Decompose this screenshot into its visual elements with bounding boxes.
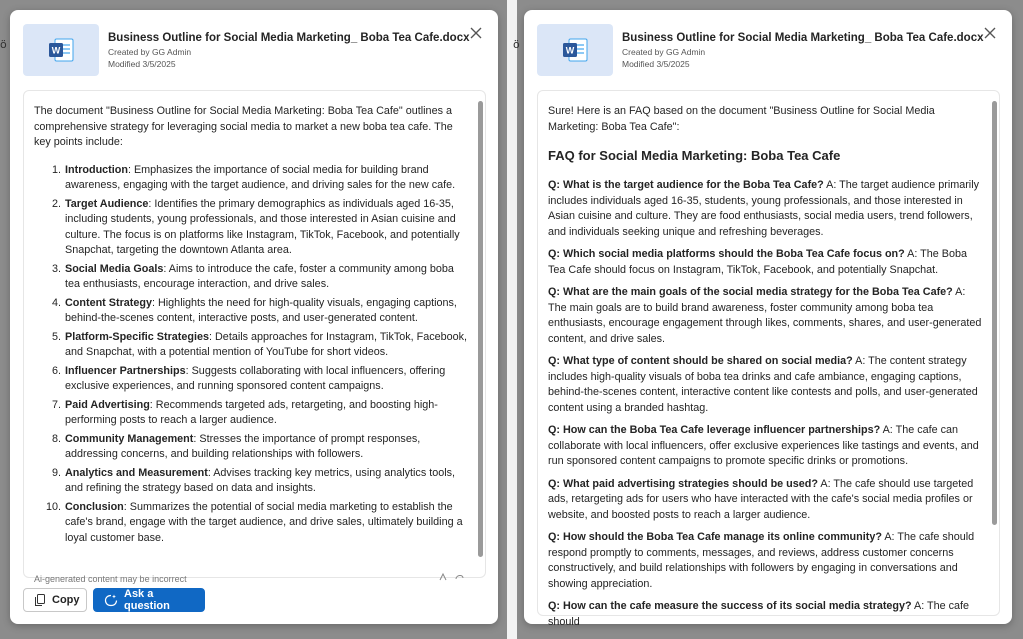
svg-text:W: W: [51, 45, 61, 56]
point-number: 8.: [51, 432, 61, 445]
faq-panel: [524, 10, 1012, 628]
summary-point: [34, 262, 470, 293]
ask-question-icon: [104, 594, 118, 607]
faq-answer: A: The Boba Tea Cafe should focus on Instagram, TikTok, Facebook, and potentially Snapchat.: [548, 248, 967, 276]
svg-text:W: W: [565, 45, 575, 56]
point-term: Social Media Goals: [65, 262, 164, 275]
faq-item: [548, 599, 984, 630]
point-text: : Highlights the need for high-quality visuals, engaging captions, behind-the-scenes content, interactive posts, and user-generated content.: [65, 296, 457, 324]
faq-question: Q: How should the Boba Tea Cafe manage its online community?: [548, 531, 882, 543]
faq-answer: A: The cafe can collaborate with local influencers, offer exclusive experiences like tastings and events, and run sponsored content campaigns to promote specific drinks or promotions.: [548, 424, 979, 467]
point-term: Content Strategy: [65, 296, 152, 309]
point-term: Platform-Specific Strategies: [65, 330, 210, 343]
point-number: 3.: [51, 262, 61, 275]
summary-scrollbar[interactable]: [478, 95, 483, 573]
faq-question: Q: What paid advertising strategies should be used?: [548, 477, 818, 490]
file-thumbnail: [23, 24, 99, 76]
panel-divider: [507, 0, 517, 639]
faq-item: [548, 477, 984, 524]
word-doc-icon: [560, 35, 590, 65]
point-text: : Stresses the importance of prompt responses, addressing concerns, and building relationships with followers.: [65, 432, 421, 460]
faq-question: Q: What are the main goals of the social media strategy for the Boba Tea Cafe?: [548, 286, 953, 298]
word-doc-icon: [46, 35, 76, 65]
faq-content-box[interactable]: [537, 90, 1000, 628]
summary-point: [34, 466, 470, 497]
point-text: : Details approaches for Instagram, TikTok, Facebook, and Snapchat, with a potential mention of YouTube for short videos.: [65, 330, 468, 358]
summary-point: [34, 296, 470, 327]
faq-question: Q: What type of content should be shared on social media?: [548, 355, 853, 367]
point-text: : Emphasizes the importance of social media for building brand awareness, engaging with the target audience, and driving sales for the new cafe.: [65, 163, 456, 191]
summary-content-box[interactable]: [23, 90, 486, 584]
point-number: 1.: [51, 163, 61, 176]
summary-point: [34, 432, 470, 463]
summary-point: [34, 330, 470, 361]
point-number: 2.: [51, 197, 61, 210]
file-created-by: Created by GG Admin: [622, 47, 706, 57]
file-created-by: Created by GG Admin: [108, 47, 192, 57]
file-title: Business Outline for Social Media Marketing_ Boba Tea Cafe.docx: [622, 32, 984, 44]
close-button[interactable]: [468, 25, 484, 41]
point-number: 6.: [51, 364, 61, 377]
point-term: Analytics and Measurement: [65, 466, 208, 479]
point-number: 4.: [51, 296, 61, 309]
ask-question-label: Ask a question: [124, 588, 170, 612]
point-term: Influencer Partnerships: [65, 364, 186, 377]
summary-text: [34, 104, 470, 577]
faq-question: Q: Which social media platforms should the Boba Tea Cafe focus on?: [548, 248, 905, 260]
faq-item: [548, 178, 984, 240]
close-icon: [982, 25, 998, 41]
summary-panel: [10, 10, 498, 624]
point-number: 9.: [51, 466, 61, 479]
faq-item: [548, 285, 984, 347]
copy-label: Copy: [52, 594, 80, 606]
copy-icon: [34, 594, 46, 607]
feedback-icons[interactable]: [437, 571, 467, 581]
summary-point: [34, 500, 470, 547]
point-number: 5.: [51, 330, 61, 343]
point-number: 7.: [51, 398, 61, 411]
close-icon: [468, 25, 484, 41]
point-term: Introduction: [65, 163, 128, 176]
faq-answer: A: The content strategy includes high-quality visuals of boba tea drinks and cafe ambiance, engaging captions, behind-the-scenes content, interactive content like contests and polls, and user-generated content using a branded hashtag.: [548, 355, 978, 414]
background-glyph-icon: ö: [0, 38, 7, 51]
faq-item: [548, 354, 984, 416]
faq-item: [548, 423, 984, 470]
summary-point: [34, 197, 470, 259]
faq-answer: A: The cafe should use targeted ads, retargeting ads for users who have interacted with the cafe's social media profiles or website, and boosted posts to reach a larger audience.: [548, 477, 974, 521]
faq-heading: FAQ for Social Media Marketing: Boba Tea Cafe: [548, 148, 841, 163]
close-button[interactable]: [982, 25, 998, 41]
point-text: : Advises tracking key metrics, using analytics tools, and refining the strategy based on data and insights.: [65, 466, 456, 494]
point-term: Conclusion: [65, 500, 124, 513]
point-term: Paid Advertising: [65, 398, 150, 411]
point-text: : Summarizes the potential of social media marketing to establish the cafe's brand, engage with the target audience, and drive sales, ultimately building a loyal customer base.: [65, 500, 463, 544]
summary-point: [34, 163, 470, 194]
summary-point: [34, 364, 470, 395]
file-modified-date: Modified 3/5/2025: [108, 59, 176, 69]
file-thumbnail: [537, 24, 613, 76]
faq-answer: A: The target audience primarily includes individuals aged 16-35, students, young professionals, and those interested in Asian cuisine and culture. They are food enthusiasts, social media users, trend followers, and individuals seeking unique and refreshing beverages.: [548, 179, 980, 238]
summary-point: [34, 398, 470, 429]
ask-question-button[interactable]: [93, 588, 205, 612]
faq-question: Q: What is the target audience for the Boba Tea Cafe?: [548, 179, 824, 191]
faq-question: Q: How can the cafe measure the success of its social media strategy?: [548, 600, 912, 612]
faq-item: [548, 247, 984, 278]
faq-list: [548, 178, 984, 630]
scrollbar-thumb[interactable]: [992, 101, 997, 525]
faq-text: [548, 104, 984, 628]
point-text: : Recommends targeted ads, retargeting, and boosting high-performing posts to reach a larger audience.: [65, 398, 438, 426]
faq-intro: Sure! Here is an FAQ based on the document "Business Outline for Social Media Marketing: Boba Tea Cafe":: [548, 105, 935, 133]
faq-scrollbar[interactable]: [992, 95, 997, 611]
faq-answer: A: The main goals are to build brand awareness, foster community among boba tea enthusiasts, encourage engagement through likes, comments, shares, and user-generated content, and drive sales.: [548, 286, 982, 345]
file-title: Business Outline for Social Media Marketing_ Boba Tea Cafe.docx: [108, 32, 470, 44]
point-text: : Aims to introduce the cafe, foster a community among boba tea enthusiasts, encourage interaction, and drive sales.: [65, 262, 454, 290]
copy-button[interactable]: [23, 588, 87, 612]
faq-question: Q: How can the Boba Tea Cafe leverage influencer partnerships?: [548, 424, 881, 436]
point-text: : Identifies the primary demographics as individuals aged 16-35, including students, young professionals, and those interested in Asian cuisine and culture. The focus is on platforms like Instagram, TikTok, Facebook, and potentially Snapchat, targeting the downtown Atlanta area.: [65, 197, 460, 256]
background-glyph-icon: ö: [513, 38, 520, 51]
ai-disclaimer: Ai-generated content may be incorrect: [34, 574, 187, 584]
scrollbar-thumb[interactable]: [478, 101, 483, 557]
faq-answer: A: The cafe should respond promptly to comments, messages, and reviews, address customer concerns constructively, and build relationships with followers by engaging in conversations and showing appreciation.: [548, 531, 975, 590]
point-text: : Suggests collaborating with local influencers, offering exclusive experiences, and running sponsored content campaigns.: [65, 364, 446, 392]
summary-intro: The document "Business Outline for Social Media Marketing: Boba Tea Cafe" outlines a comprehensive strategy for leveraging social media to market a new boba tea cafe. The key points include:: [34, 105, 453, 148]
point-term: Community Management: [65, 432, 194, 445]
summary-points-list: [34, 163, 470, 547]
point-term: Target Audience: [65, 197, 149, 210]
faq-answer: A: The cafe should: [548, 600, 970, 628]
point-number: 10.: [45, 500, 61, 513]
file-modified-date: Modified 3/5/2025: [622, 59, 690, 69]
faq-item: [548, 530, 984, 592]
